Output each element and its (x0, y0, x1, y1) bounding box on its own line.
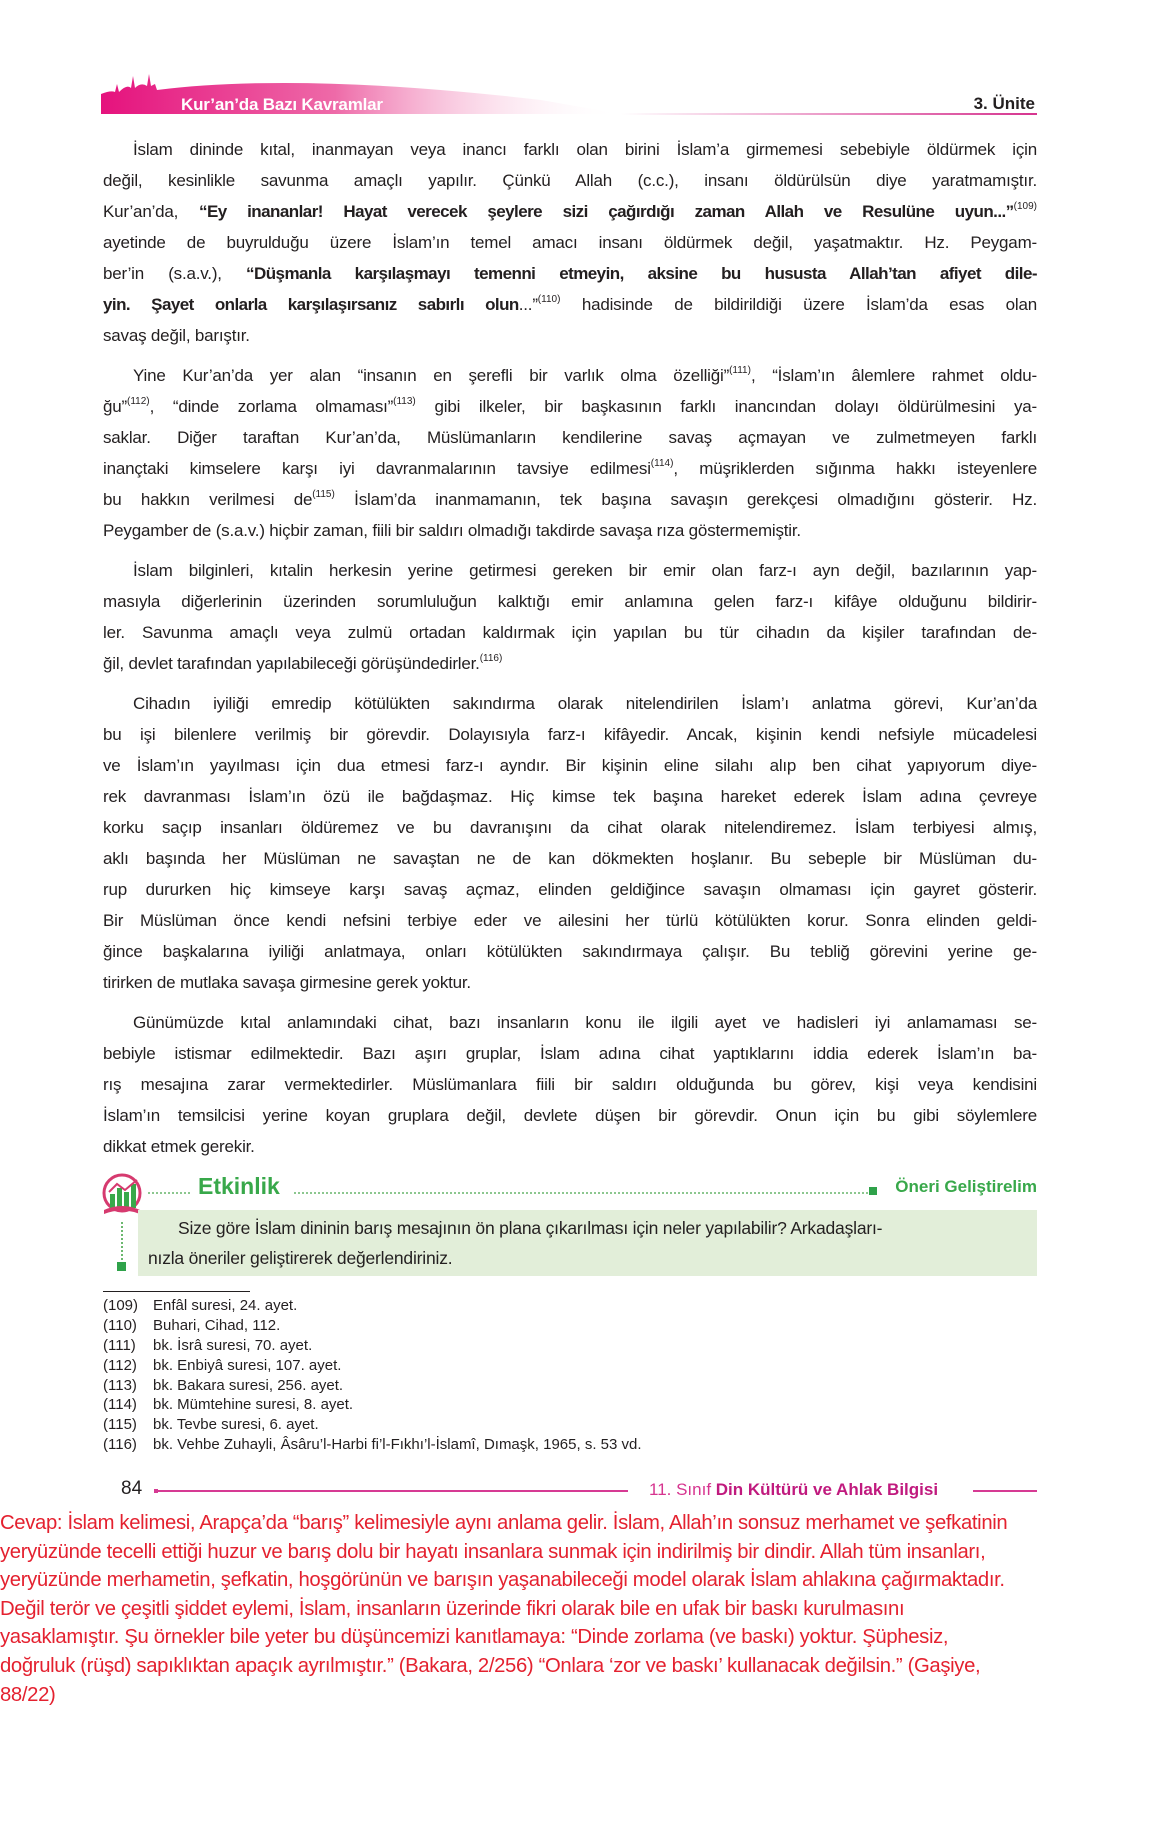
footnote-ref: (115) (312, 489, 335, 500)
body-text (103, 134, 1037, 1171)
text-line (103, 134, 1037, 165)
footnote-number: (114) (103, 1396, 137, 1414)
page-footer (0, 1478, 1152, 1504)
text-segment: hadisinde de bildirildiği üzere İslam’da esas olan (560, 295, 1037, 314)
footnote-ref: (114) (650, 458, 674, 469)
text-line (103, 967, 1037, 998)
grade-label: 11. Sınıf (649, 1480, 716, 1499)
text-line (103, 165, 1037, 196)
text-line (103, 1100, 1037, 1131)
text-segment: bebiyle istismar edilmektedir. Bazı aşırı gruplar, İslam adına cihat yaptıklarını iddia ederek İslam’ın ba- (103, 1044, 1037, 1063)
footnote (103, 1415, 642, 1435)
footnote-number: (110) (103, 1316, 137, 1334)
text-segment: inançtaki kimselere karşı iyi davranmalarının tavsiye edilmesi (103, 459, 651, 478)
text-segment: değil, kesinlikle savunma amaçlı yapılır. Çünkü Allah (c.c.), insanı öldürülsün diye yaratmamıştır. (103, 171, 1037, 190)
text-line (103, 781, 1037, 812)
text-line (103, 196, 1037, 227)
activity-dotted-divider (148, 1192, 190, 1194)
text-line (103, 586, 1037, 617)
bold-quote: yin. Şayet onlarla karşılaşırsanız sabırlı olun (103, 295, 519, 314)
paragraph (103, 688, 1037, 998)
text-segment: gibi ilkeler, bir başkasının farklı inancından dolayı öldürülmesini ya- (415, 397, 1037, 416)
footnote (103, 1435, 642, 1455)
footnote-text: bk. İsrâ suresi, 70. ayet. (153, 1336, 313, 1354)
footnote (103, 1376, 642, 1396)
footnote-number: (115) (103, 1416, 137, 1434)
text-line (103, 648, 1037, 679)
text-segment: Peygamber de (s.a.v.) hiçbir zaman, fiili bir saldırı olmadığı takdirde savaşa rıza göstermemiştir. (103, 521, 801, 540)
page-number: 84 (121, 1478, 143, 1499)
footnote-number: (113) (103, 1376, 137, 1394)
chapter-title: Kur’an’da Bazı Kavramlar (181, 95, 383, 114)
unit-label: 3. Ünite (973, 94, 1035, 113)
answer-line: 88/22) (0, 1683, 56, 1706)
text-segment: korku saçıp insanları öldüremez ve bu davranışını da cihat olarak nitelendiremez. İslam terbiyesi almış, (103, 818, 1037, 837)
footnote-number: (112) (103, 1356, 137, 1374)
text-line (103, 812, 1037, 843)
footnote-text: Enfâl suresi, 24. ayet. (153, 1297, 298, 1314)
text-line (103, 422, 1037, 453)
text-segment: ayetinde de buyrulduğu üzere İslam’ın temel amacı insanı öldürmek değil, yaşatmaktır. Hz. Peygam- (103, 233, 1037, 252)
text-segment: ...” (518, 295, 538, 314)
text-line (103, 688, 1037, 719)
footnote (103, 1395, 642, 1415)
paragraph (103, 134, 1037, 351)
answer-line: yeryüzünde merhametin, şefkatin, hoşgörünün ve barışın yaşanabileceği model olarak İslam ahlakına çağırmaktadır. (0, 1569, 1005, 1592)
text-segment: ğil, devlet tarafından yapılabileceği görüşündedirler. (103, 654, 480, 673)
activity-square-marker (117, 1262, 126, 1271)
text-line (103, 453, 1037, 484)
footer-rule (156, 1490, 628, 1492)
bold-quote: “Düşmanla karşılaşmayı temenni etmeyin, aksine bu hususta Allah’tan afiyet dile- (246, 264, 1038, 283)
text-segment: Günümüzde kıtal anlamındaki cihat, bazı insanların konu ile ilgili ayet ve hadisleri iyi anlamaması se- (133, 1013, 1037, 1032)
answer-line: yeryüzünde tecelli ettiği huzur ve barış dolu bir hayatı insanlara sunmak için indirilmiş bir dindir. Allah tüm insanları, (0, 1540, 986, 1563)
text-line (103, 617, 1037, 648)
text-line (103, 750, 1037, 781)
activity-question: Size göre İslam dininin barış mesajının ön plana çıkarılması için neler yapılabilir? Arkadaşları- (178, 1218, 883, 1238)
footnote-text: bk. Tevbe suresi, 6. ayet. (153, 1416, 319, 1434)
text-segment: dikkat etmek gerekir. (103, 1137, 255, 1156)
text-segment: ğu” (103, 397, 127, 416)
footnote-number: (111) (103, 1336, 136, 1354)
text-line (103, 843, 1037, 874)
text-line (103, 905, 1037, 936)
text-line (103, 258, 1037, 289)
text-line (103, 1069, 1037, 1100)
footnote-ref: (113) (393, 396, 416, 407)
paragraph (103, 555, 1037, 679)
text-segment: ğince başkalarına iyiliği anlatmaya, onları kötülükten sakındırmaya çalışır. Bu tebliğ görevini yerine ge- (103, 942, 1037, 961)
subject-label: Din Kültürü ve Ahlak Bilgisi (715, 1480, 939, 1499)
text-segment: masıyla diğerlerinin üzerinden sorumluluğun kalktığı emir anlamına gelen farz-ı kifâye olduğunu bildirir- (103, 592, 1037, 611)
text-line (103, 555, 1037, 586)
answer-line: doğruluk (rüşd) sapıklıktan apaçık ayrılmıştır.” (Bakara, 2/256) “Onlara ‘zor ve baskı’ kullanacak değilsin.” (Gaşiye, (0, 1654, 981, 1677)
answer-text (0, 1509, 1007, 1709)
text-line (103, 320, 1037, 351)
text-line (103, 289, 1037, 320)
footer-rule (973, 1490, 1037, 1492)
text-segment: savaş değil, barıştır. (103, 326, 250, 345)
text-segment: , müşriklerden sığınma hakkı isteyenlere (673, 459, 1037, 478)
footnote-text: bk. Vehbe Zuhayli, Âsâru’l-Harbi fi’l-Fıkhı’l-İslamî, Dımaşk, 1965, s. 53 vd. (153, 1436, 642, 1454)
activity-tag: Öneri Geliştirelim (895, 1177, 1037, 1196)
footnote-number: (116) (103, 1436, 137, 1454)
text-segment: Cihadın iyiliği emredip kötülükten sakındırma olarak nitelendirilen İslam’ı anlatma görevi, Kur’an’da (133, 694, 1037, 713)
footnote-number: (109) (103, 1297, 139, 1314)
activity-dotted-line (121, 1222, 123, 1264)
activity-dotted-divider (294, 1192, 868, 1194)
answer-line: yasaklamıştır. Şu örnekler bile yeter bu düşüncemizi kanıtlamaya: “Dinde zorlama (ve baskı) yoktur. Şüphesiz, (0, 1626, 949, 1649)
text-segment: İslam’da inanmamanın, tek başına savaşın gerekçesi olmadığını gösterir. Hz. (334, 490, 1037, 509)
text-segment: saklar. Diğer taraftan Kur’an’da, Müslümanların kendilerine savaş açmayan ve zulmetmeyen farklı (103, 428, 1037, 447)
text-line (103, 874, 1037, 905)
text-segment: tirirken de mutlaka savaşa girmesine gerek yoktur. (103, 973, 471, 992)
footnotes (103, 1296, 642, 1455)
footnote (103, 1336, 642, 1356)
text-segment: İslam’ın temsilcisi yerine koyan gruplara değil, devlete düşen bir görevdir. Onun için bu gibi söylemlere (103, 1106, 1037, 1125)
text-segment: bu hakkın verilmesi de (103, 490, 313, 509)
text-segment: rek davranması İslam’ın özü ile bağdaşmaz. Hiç kimse tek başına hareket ederek İslam adına çevreye (103, 787, 1037, 806)
paragraph (103, 1007, 1037, 1162)
footnote (103, 1296, 642, 1316)
text-segment: rış mesajına zarar vermektedirler. Müslümanlara fiili bir saldırı olduğunda bu görev, kişi veya kendisini (103, 1075, 1037, 1094)
book-title (649, 1480, 938, 1500)
footnote-text: bk. Enbiyâ suresi, 107. ayet. (153, 1356, 342, 1374)
footnote-text: Buhari, Cihad, 112. (153, 1316, 281, 1334)
text-segment: , “İslam’ın âlemlere rahmet oldu- (750, 366, 1038, 385)
text-segment: rup dururken hiç kimseye karşı savaş açmaz, elinden geldiğince savaşın olmaması için gayret gösterir. (103, 880, 1037, 899)
text-line (103, 936, 1037, 967)
text-line (103, 1007, 1037, 1038)
footnote-ref: (116) (479, 653, 503, 664)
answer-line: Cevap: İslam kelimesi, Arapça’da “barış” kelimesiyle aynı anlama gelir. İslam, Allah’ın sonsuz merhamet ve şefkatinin (0, 1512, 1008, 1534)
text-line (103, 484, 1037, 515)
text-line (103, 360, 1037, 391)
text-segment: ber’in (s.a.v.), (103, 264, 247, 283)
text-segment: İslam dininde kıtal, inanmayan veya inancı farklı olan birini İslam’a girmemesi sebebiyle öldürmek için (133, 140, 1037, 159)
bold-quote: “Ey inananlar! Hayat verecek şeylere sizi çağırdığı zaman Allah ve Resulüne uyun...” (199, 202, 1014, 221)
text-line (103, 227, 1037, 258)
footnote-ref: (112) (126, 396, 150, 407)
text-segment: Kur’an’da, (103, 202, 200, 221)
paragraph (103, 360, 1037, 546)
text-segment: , “dinde zorlama olmaması” (149, 397, 394, 416)
footnote-divider (103, 1291, 250, 1292)
activity-box (138, 1210, 1037, 1276)
footnote-ref: (110) (537, 294, 561, 305)
text-line (103, 391, 1037, 422)
footnote-text: bk. Mümtehine suresi, 8. ayet. (153, 1396, 354, 1414)
answer-line: Değil terör ve çeşitli şiddet eylemi, İslam, insanların üzerinde fikri olarak bile en ufak bir baskı kurulmasını (0, 1597, 905, 1620)
footnote-ref: (111) (729, 365, 751, 376)
text-segment: İslam bilginleri, kıtalin herkesin yerine getirmesi gereken bir emir olan farz-ı ayn değil, bazılarının yap- (133, 561, 1037, 580)
text-segment: bu işi bilenlere verilmiş bir görevdir. Dolayısıyla farz-ı kifâyedir. Ancak, kişinin kendi nefsiyle mücadelesi (103, 725, 1037, 744)
footnote-text: bk. Bakara suresi, 256. ayet. (153, 1376, 344, 1394)
text-segment: aklı başında her Müslüman ne savaştan ne de kan dökmekten hoşlanır. Bu sebeple bir Müslüman du- (103, 849, 1037, 868)
footnote (103, 1356, 642, 1376)
text-line (103, 515, 1037, 546)
text-segment: ve İslam’ın yayılması için dua etmesi farz-ı ayndır. Bir kişinin eline silahı alıp ben cihat yapıyorum diye- (103, 756, 1037, 775)
text-segment: Yine Kur’an’da yer alan “insanın en şerefli bir varlık olma özelliği” (133, 366, 730, 385)
activity-square-marker (869, 1187, 877, 1195)
footnote-ref: (109) (1013, 201, 1037, 212)
activity-title: Etkinlik (198, 1173, 280, 1199)
text-line (103, 719, 1037, 750)
text-segment: ler. Savunma amaçlı veya zulmü ortadan kaldırmak için yapılan bu tür cihadın da kişiler tarafından de- (103, 623, 1037, 642)
activity-question: nızla öneriler geliştirerek değerlendiriniz. (148, 1248, 453, 1268)
text-line (103, 1131, 1037, 1162)
text-segment: Bir Müslüman önce kendi nefsini terbiye eder ve ailesini her türlü kötülükten korur. Sonra elinden geldi- (103, 911, 1037, 930)
text-line (103, 1038, 1037, 1069)
footnote (103, 1316, 642, 1336)
page-header (101, 70, 1037, 118)
